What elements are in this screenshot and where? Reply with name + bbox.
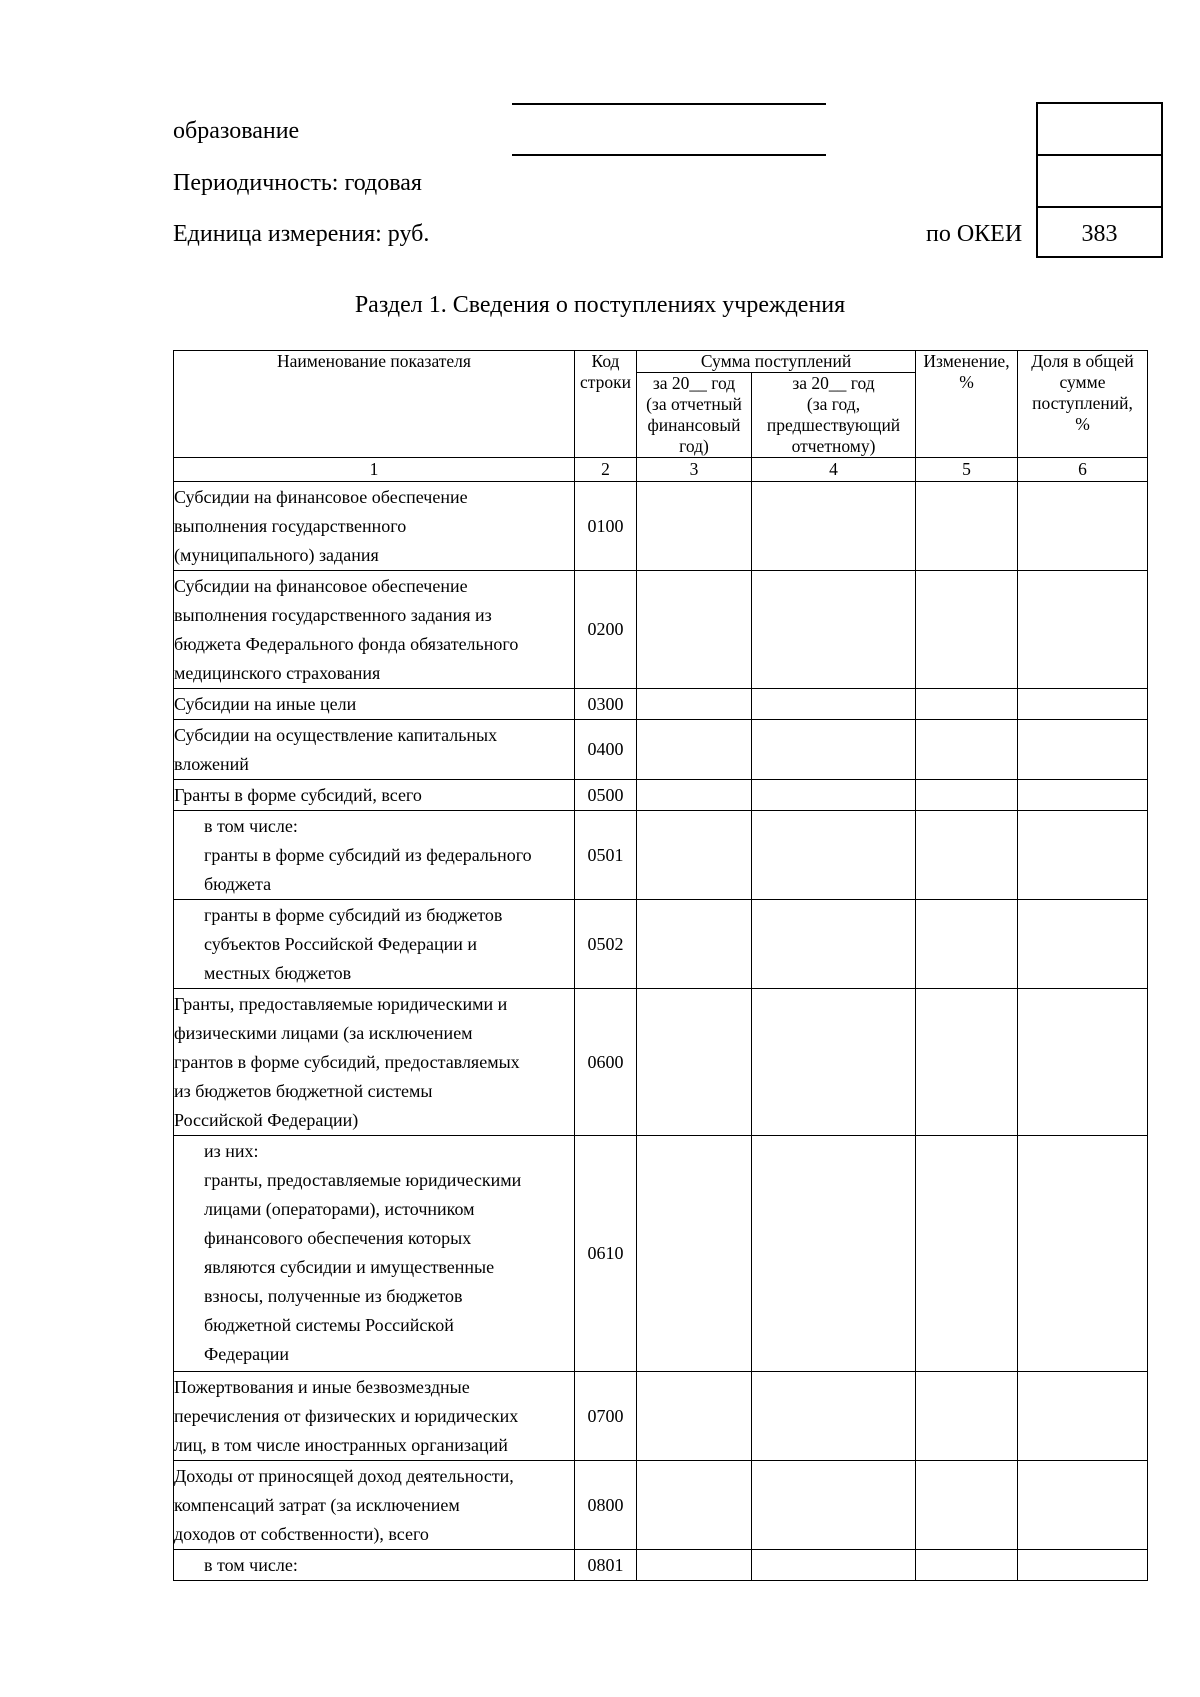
section-title: Раздел 1. Сведения о поступлениях учреждения: [354, 292, 846, 318]
column-number: 6: [1018, 458, 1148, 482]
share-cell[interactable]: [1018, 811, 1148, 900]
share-cell[interactable]: [1018, 720, 1148, 780]
row-name: гранты в форме субсидий из бюджетов субъектов Российской Федерации и местных бюджетов: [174, 900, 575, 989]
share-cell[interactable]: [1018, 689, 1148, 720]
row-code: 0400: [575, 720, 637, 780]
row-code: 0501: [575, 811, 637, 900]
header-change: Изменение, %: [916, 351, 1018, 458]
row-name: в том числе: гранты в форме субсидий из федерального бюджета: [174, 811, 575, 900]
sum-previous-cell[interactable]: [752, 989, 916, 1136]
sum-current-cell[interactable]: [637, 720, 752, 780]
table-row: [174, 1461, 1148, 1550]
sum-previous-cell[interactable]: [752, 900, 916, 989]
change-cell[interactable]: [916, 571, 1018, 689]
table-row: [174, 689, 1148, 720]
table-row: [174, 780, 1148, 811]
column-number: 2: [575, 458, 637, 482]
header-name: Наименование показателя: [174, 351, 575, 458]
sum-current-cell[interactable]: [637, 1461, 752, 1550]
row-code: 0610: [575, 1136, 637, 1372]
table-row: [174, 571, 1148, 689]
header-sum-group: Сумма поступлений: [637, 351, 916, 373]
change-cell[interactable]: [916, 780, 1018, 811]
row-name: Доходы от приносящей доход деятельности, компенсаций затрат (за исключением доходов от собственности), всего: [174, 1461, 575, 1550]
receipts-table: [173, 350, 1148, 1581]
row-name: Субсидии на финансовое обеспечение выполнения государственного задания из бюджета Федерального фонда обязательного медицинского страхования: [174, 571, 575, 689]
change-cell[interactable]: [916, 1372, 1018, 1461]
change-cell[interactable]: [916, 811, 1018, 900]
row-name: Гранты в форме субсидий, всего: [174, 780, 575, 811]
change-cell[interactable]: [916, 689, 1018, 720]
sum-current-cell[interactable]: [637, 1372, 752, 1461]
row-code: 0502: [575, 900, 637, 989]
share-cell[interactable]: [1018, 900, 1148, 989]
change-cell[interactable]: [916, 1136, 1018, 1372]
sum-previous-cell[interactable]: [752, 1550, 916, 1581]
sum-current-cell[interactable]: [637, 811, 752, 900]
sum-previous-cell[interactable]: [752, 482, 916, 571]
sum-current-cell[interactable]: [637, 571, 752, 689]
sum-current-cell[interactable]: [637, 989, 752, 1136]
sum-previous-cell[interactable]: [752, 1461, 916, 1550]
table-header-row-1: [174, 351, 1148, 373]
table-row: [174, 482, 1148, 571]
share-cell[interactable]: [1018, 571, 1148, 689]
table-row: [174, 989, 1148, 1136]
code-cell-empty-1[interactable]: [1038, 104, 1161, 156]
table-row: [174, 1136, 1148, 1372]
row-code: 0200: [575, 571, 637, 689]
row-name: из них: гранты, предоставляемые юридическими лицами (операторами), источником финансового обеспечения которых являются субсидии и имущественные взносы, полученные из бюджетов бюджетной системы Российской Федерации: [174, 1136, 575, 1372]
periodicity-label: Периодичность: годовая: [173, 170, 422, 196]
row-code: 0800: [575, 1461, 637, 1550]
table-row: [174, 811, 1148, 900]
okei-label: по ОКЕИ: [926, 221, 1023, 247]
sum-current-cell[interactable]: [637, 900, 752, 989]
change-cell[interactable]: [916, 1550, 1018, 1581]
share-cell[interactable]: [1018, 989, 1148, 1136]
sum-previous-cell[interactable]: [752, 1136, 916, 1372]
column-number: 3: [637, 458, 752, 482]
row-name: в том числе:: [174, 1550, 575, 1581]
sum-previous-cell[interactable]: [752, 811, 916, 900]
table-row: [174, 1550, 1148, 1581]
row-code: 0801: [575, 1550, 637, 1581]
sum-current-cell[interactable]: [637, 1550, 752, 1581]
sum-previous-cell[interactable]: [752, 571, 916, 689]
sum-previous-cell[interactable]: [752, 780, 916, 811]
change-cell[interactable]: [916, 482, 1018, 571]
table-row: [174, 1372, 1148, 1461]
code-cell-empty-2[interactable]: [1038, 156, 1161, 208]
share-cell[interactable]: [1018, 1136, 1148, 1372]
sum-current-cell[interactable]: [637, 689, 752, 720]
header-code: Код строки: [575, 351, 637, 458]
signature-line-2: [512, 154, 826, 156]
table-row: [174, 900, 1148, 989]
share-cell[interactable]: [1018, 1550, 1148, 1581]
change-cell[interactable]: [916, 1461, 1018, 1550]
change-cell[interactable]: [916, 989, 1018, 1136]
sum-previous-cell[interactable]: [752, 720, 916, 780]
unit-label: Единица измерения: руб.: [173, 221, 430, 247]
education-label: образование: [173, 118, 300, 144]
sum-current-cell[interactable]: [637, 1136, 752, 1372]
change-cell[interactable]: [916, 900, 1018, 989]
sum-current-cell[interactable]: [637, 780, 752, 811]
share-cell[interactable]: [1018, 1372, 1148, 1461]
row-code: 0500: [575, 780, 637, 811]
okei-code-cell: 383: [1081, 220, 1118, 247]
column-numbers-row: [174, 458, 1148, 482]
sum-previous-cell[interactable]: [752, 689, 916, 720]
row-name: Субсидии на финансовое обеспечение выполнения государственного (муниципального) задания: [174, 482, 575, 571]
header-sum-previous: за 20__ год (за год, предшествующий отчетному): [752, 373, 916, 458]
column-number: 4: [752, 458, 916, 482]
header-sum-current: за 20__ год (за отчетный финансовый год): [637, 373, 752, 458]
code-box: [1036, 102, 1163, 258]
row-code: 0600: [575, 989, 637, 1136]
sum-current-cell[interactable]: [637, 482, 752, 571]
column-number: 1: [174, 458, 575, 482]
row-code: 0300: [575, 689, 637, 720]
share-cell[interactable]: [1018, 482, 1148, 571]
share-cell[interactable]: [1018, 780, 1148, 811]
table-row: [174, 720, 1148, 780]
signature-line-1: [512, 103, 826, 105]
header-share: Доля в общей сумме поступлений, %: [1018, 351, 1148, 458]
sum-previous-cell[interactable]: [752, 1372, 916, 1461]
row-name: Пожертвования и иные безвозмездные перечисления от физических и юридических лиц, в том числе иностранных организаций: [174, 1372, 575, 1461]
share-cell[interactable]: [1018, 1461, 1148, 1550]
row-code: 0700: [575, 1372, 637, 1461]
column-number: 5: [916, 458, 1018, 482]
row-name: Субсидии на иные цели: [174, 689, 575, 720]
row-name: Гранты, предоставляемые юридическими и физическими лицами (за исключением грантов в форме субсидий, предоставляемых из бюджетов бюджетной системы Российской Федерации): [174, 989, 575, 1136]
row-name: Субсидии на осуществление капитальных вложений: [174, 720, 575, 780]
row-code: 0100: [575, 482, 637, 571]
change-cell[interactable]: [916, 720, 1018, 780]
